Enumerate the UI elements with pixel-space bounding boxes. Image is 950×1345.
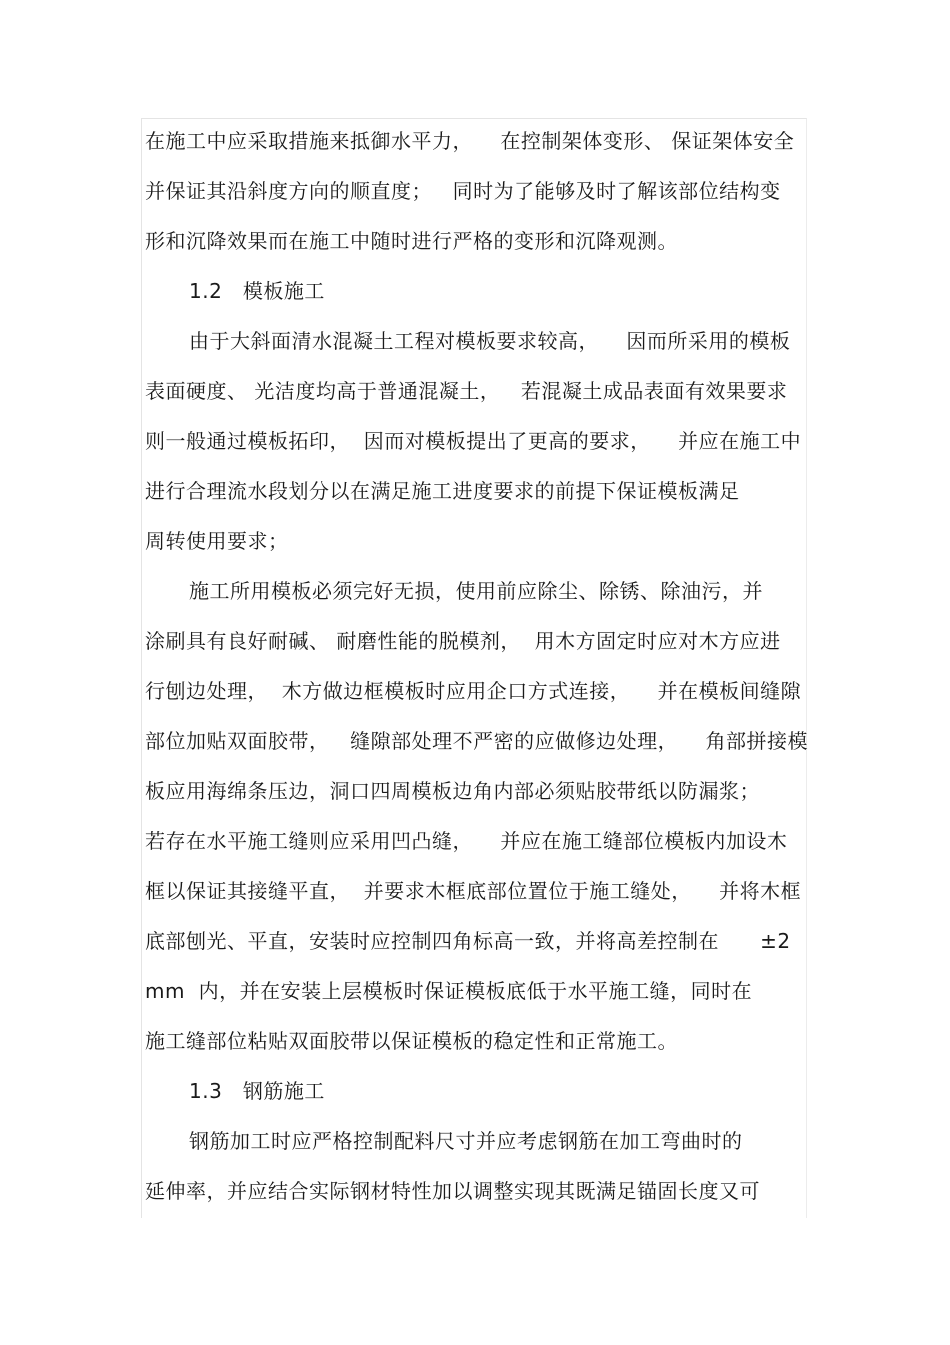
- body-line-11: 涂刷具有良好耐碱、 耐磨性能的脱模剂， 用木方固定时应对木方应进: [145, 629, 781, 653]
- body-line-18: mm 内，并在安装上层模板时保证模板底低于水平施工缝，同时在: [145, 979, 753, 1003]
- section-heading-1-3: 1.3 钢筋施工: [189, 1079, 325, 1103]
- body-line-22: 延伸率，并应结合实际钢材特性加以调整实现其既满足锚固长度又可: [145, 1179, 760, 1203]
- body-line-5: 由于大斜面清水混凝土工程对模板要求较高， 因而所采用的模板: [189, 329, 791, 353]
- body-line-7: 则一般通过模板拓印， 因而对模板提出了更高的要求， 并应在施工中: [145, 429, 802, 453]
- body-line-9: 周转使用要求；: [145, 529, 289, 553]
- body-line-6: 表面硬度、 光洁度均高于普通混凝土， 若混凝土成品表面有效果要求: [145, 379, 788, 403]
- body-line-14: 板应用海绵条压边，洞口四周模板边角内部必须贴胶带纸以防漏浆；: [145, 779, 760, 803]
- body-line-10: 施工所用模板必须完好无损，使用前应除尘、除锈、除油污，并: [189, 579, 763, 603]
- body-line-17: 底部刨光、平直，安装时应控制四角标高一致，并将高差控制在 ±2: [145, 929, 791, 953]
- body-line-2: 并保证其沿斜度方向的顺直度； 同时为了能够及时了解该部位结构变: [145, 179, 781, 203]
- body-line-15: 若存在水平施工缝则应采用凹凸缝， 并应在施工缝部位模板内加设木: [145, 829, 788, 853]
- section-heading-1-2: 1.2 模板施工: [189, 279, 325, 303]
- body-line-13: 部位加贴双面胶带， 缝隙部处理不严密的应做修边处理， 角部拼接模: [145, 729, 809, 753]
- body-line-8: 进行合理流水段划分以在满足施工进度要求的前提下保证模板满足: [145, 479, 740, 503]
- body-line-3: 形和沉降效果而在施工中随时进行严格的变形和沉降观测。: [145, 229, 678, 253]
- body-line-1: 在施工中应采取措施来抵御水平力， 在控制架体变形、 保证架体安全: [145, 129, 795, 153]
- body-line-21: 钢筋加工时应严格控制配料尺寸并应考虑钢筋在加工弯曲时的: [189, 1129, 743, 1153]
- body-line-16: 框以保证其接缝平直， 并要求木框底部位置位于施工缝处， 并将木框: [145, 879, 802, 903]
- body-line-19: 施工缝部位粘贴双面胶带以保证模板的稳定性和正常施工。: [145, 1029, 678, 1053]
- body-line-12: 行刨边处理， 木方做边框模板时应用企口方式连接， 并在模板间缝隙: [145, 679, 802, 703]
